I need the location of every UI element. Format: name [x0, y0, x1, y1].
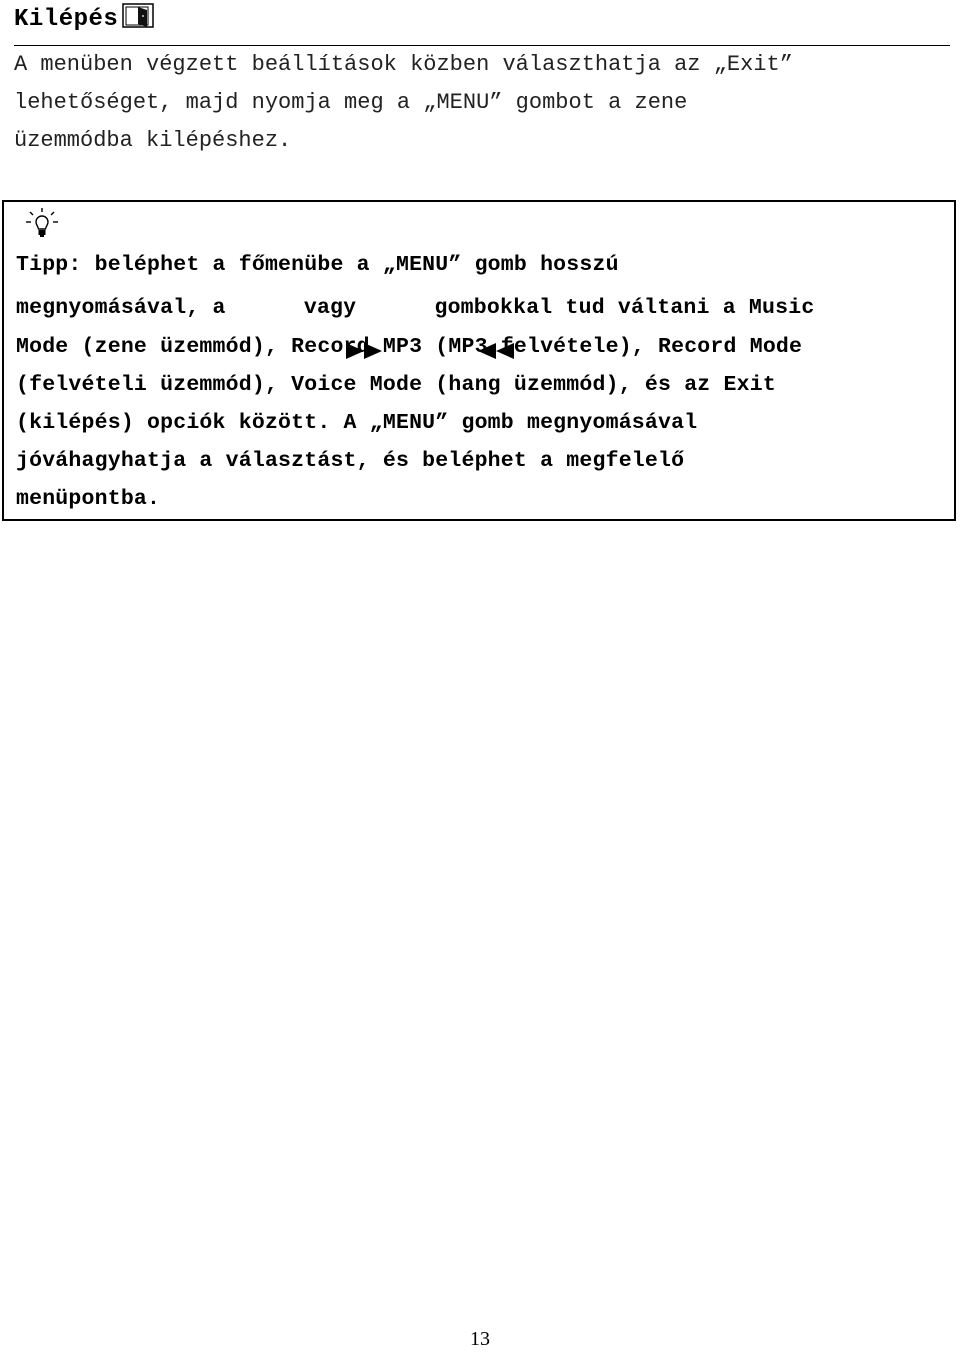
tip-line-segment: megnyomásával, a [16, 296, 239, 320]
exit-door-icon [122, 3, 156, 29]
rewind-icon [369, 297, 421, 319]
section-heading [14, 2, 156, 36]
page-number: 13 [470, 1328, 490, 1350]
intro-line: A menüben végzett beállítások közben választhatja az „Exit” [14, 52, 793, 77]
lightbulb-icon [22, 206, 62, 240]
tip-line-segment: gombokkal tud váltani a Music [421, 296, 815, 320]
intro-line: üzemmódba kilépéshez. [14, 128, 292, 153]
tip-line: Tipp: beléphet a főmenübe a „MENU” gomb hosszú [16, 253, 619, 277]
tip-line: (felvételi üzemmód), Voice Mode (hang üzemmód), és az Exit [16, 373, 776, 397]
tip-box [2, 200, 956, 521]
tip-line: menüpontba. [16, 487, 161, 511]
tip-line: jóváhagyhatja a választást, és beléphet a megfelelő [16, 449, 685, 473]
intro-line: lehetőséget, majd nyomja meg a „MENU” gombot a zene [14, 90, 688, 115]
intro-paragraph [14, 46, 944, 160]
fast-forward-icon [239, 297, 291, 319]
tip-line: Mode (zene üzemmód), Record MP3 (MP3 felvétele), Record Mode [16, 335, 803, 359]
tip-text [16, 246, 956, 518]
tip-line-segment: vagy [290, 296, 370, 320]
tip-line [16, 288, 956, 328]
section-title: Kilépés [14, 5, 119, 33]
tip-line: (kilépés) opciók között. A „MENU” gomb megnyomásával [16, 411, 698, 435]
